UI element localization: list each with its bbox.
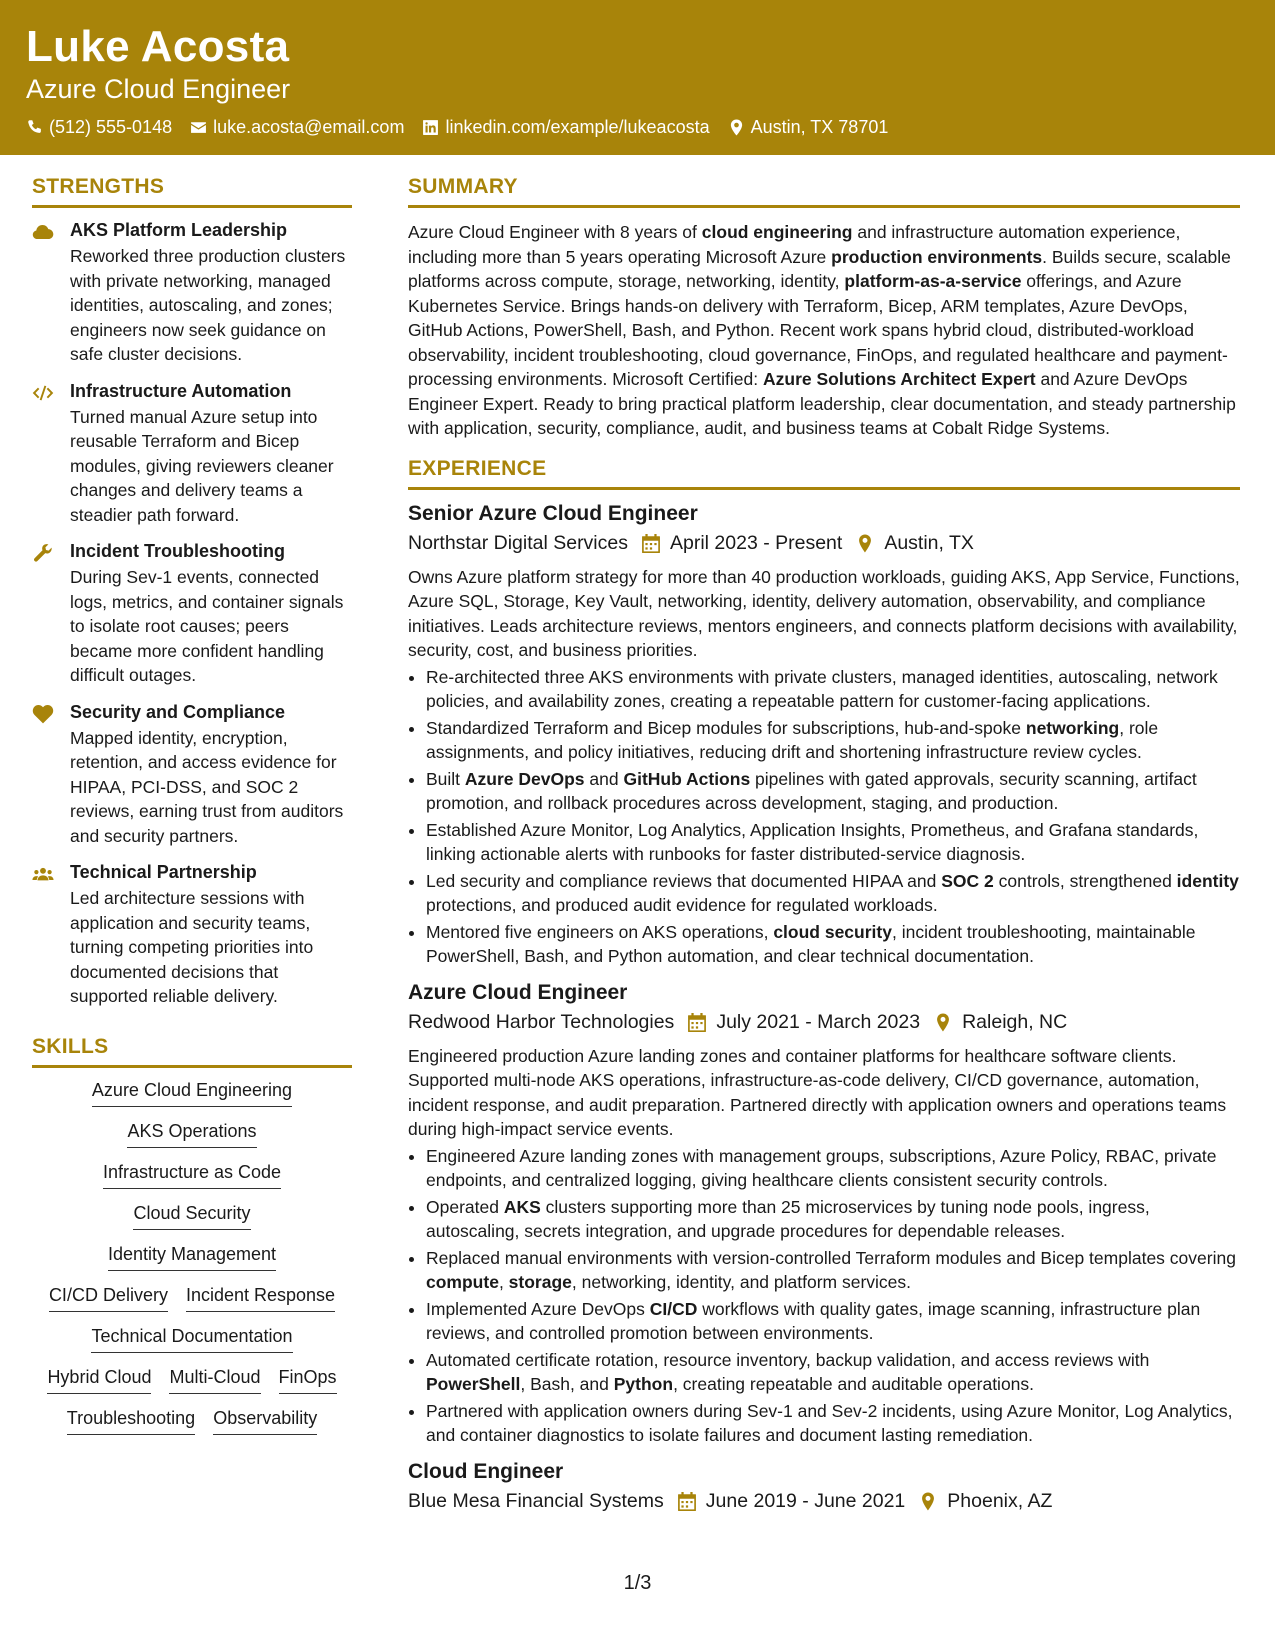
strength-title: Security and Compliance — [70, 701, 286, 722]
strength-item — [32, 220, 352, 367]
job-meta — [408, 1490, 1240, 1513]
calendar-icon — [688, 1013, 706, 1032]
candidate-role: Azure Cloud Engineer — [26, 74, 291, 104]
contact-linkedin[interactable] — [422, 117, 709, 138]
skill-tag: Cloud Security — [133, 1203, 250, 1230]
contact-email[interactable] — [190, 117, 404, 138]
skill-row — [32, 1244, 352, 1271]
contact-location — [728, 117, 889, 138]
strengths-heading: STRENGTHS — [32, 175, 352, 208]
calendar-icon — [642, 534, 660, 553]
strength-item — [32, 381, 352, 528]
left-column — [32, 175, 352, 1449]
heart-icon — [32, 704, 54, 724]
skills-heading: SKILLS — [32, 1035, 352, 1068]
job-location: Raleigh, NC — [962, 1010, 1068, 1033]
phone-text: (512) 555-0148 — [49, 117, 173, 137]
bullet-item: • Engineered Azure landing zones with management groups, subscriptions, Azure Policy, RBAC, private endpoints, and centralized logging, giving healthcare clients consistent security controls. — [426, 1144, 1240, 1193]
job-description: Owns Azure platform strategy for more than 40 production workloads, guiding AKS, App Service, Functions, Azure SQL, Storage, Key Vault, networking, identity, delivery automation, observability, and compliance initiatives. Leads architecture reviews, mentors engineers, and connects platform decisions with availability, security, cost, and business priorities. — [408, 566, 1240, 660]
skill-tag: Azure Cloud Engineering — [92, 1080, 292, 1107]
skill-row — [32, 1121, 352, 1148]
right-column — [408, 175, 1240, 1525]
bullet-item: • Built Azure DevOps and GitHub Actions pipelines with gated approvals, security scanning, artifact promotion, and rollback procedures across development, staging, and production. — [426, 767, 1240, 816]
skill-row — [32, 1203, 352, 1230]
strength-item — [32, 541, 352, 688]
skill-tag: Incident Response — [186, 1285, 335, 1312]
bullet-item: • Automated certificate rotation, resource inventory, backup validation, and access reviews with PowerShell, Bash, and Python, creating repeatable and auditable operations. — [426, 1348, 1240, 1397]
job-bullets — [408, 1144, 1240, 1448]
job-company: Northstar Digital Services — [408, 531, 628, 554]
skill-tag: Identity Management — [108, 1244, 276, 1271]
job-entry — [408, 502, 1240, 969]
candidate-name: Luke Acosta — [26, 22, 290, 71]
map-pin-icon — [856, 534, 874, 553]
location-text: Austin, TX 78701 — [750, 117, 889, 137]
contact-phone[interactable] — [26, 117, 172, 138]
job-entry — [408, 1460, 1240, 1513]
envelope-icon — [190, 119, 207, 136]
strength-text: Reworked three production clusters with private networking, managed identities, autoscaling, and zones; engineers now seek guidance on safe cluster decisions. — [70, 246, 346, 364]
skills-section — [32, 1035, 352, 1435]
job-company: Blue Mesa Financial Systems — [408, 1489, 664, 1512]
page-number: 1/3 — [623, 1572, 652, 1594]
skill-tag: Observability — [213, 1408, 317, 1435]
bullet-item: • Standardized Terraform and Bicep modules for subscriptions, hub-and-spoke networking, role assignments, and policy initiatives, reducing drift and shortening infrastructure review cycles. — [426, 716, 1240, 765]
strength-title: Incident Troubleshooting — [70, 541, 285, 561]
summary-heading: SUMMARY — [408, 175, 1240, 208]
strength-item — [32, 862, 352, 1009]
job-entry — [408, 981, 1240, 1448]
bullet-item: • Partnered with application owners during Sev-1 and Sev-2 incidents, using Azure Monitor, Log Analytics, and container diagnostics to isolate failures and document lasting remediation. — [426, 1399, 1240, 1448]
bullet-item: • Implemented Azure DevOps CI/CD workflows with quality gates, image scanning, infrastructure plan reviews, and controlled promotion between environments. — [426, 1297, 1240, 1346]
job-dates: June 2019 - June 2021 — [705, 1489, 906, 1512]
bullet-item: • Operated AKS clusters supporting more than 25 microservices by tuning node pools, ingress, autoscaling, secrets integration, and upgrade procedures for dependable releases. — [426, 1195, 1240, 1244]
skill-row — [32, 1080, 352, 1107]
job-dates: April 2023 - Present — [669, 531, 843, 554]
job-location: Phoenix, AZ — [947, 1489, 1053, 1512]
calendar-icon — [678, 1492, 696, 1511]
strength-item — [32, 702, 352, 849]
job-title: Senior Azure Cloud Engineer — [408, 501, 698, 525]
wrench-icon — [32, 543, 54, 563]
job-meta — [408, 532, 1240, 555]
bullet-item: • Re-architected three AKS environments with private clusters, managed identities, autoscaling, network policies, and availability zones, creating a repeatable pattern for customer-facing applications. — [426, 665, 1240, 714]
strength-title: Infrastructure Automation — [70, 380, 292, 401]
strength-text: Led architecture sessions with application and security teams, turning competing priorities into documented decisions that supported reliable delivery. — [70, 888, 314, 1006]
skill-tag: Troubleshooting — [67, 1408, 195, 1435]
strength-title: AKS Platform Leadership — [70, 220, 288, 240]
bullet-item: • Led security and compliance reviews that documented HIPAA and SOC 2 controls, strengthened identity protections, and produced audit evidence for regulated workloads. — [426, 869, 1240, 918]
strength-text: Turned manual Azure setup into reusable Terraform and Bicep modules, giving reviewers cleaner changes and delivery teams a steadier path forward. — [70, 406, 334, 525]
bullet-item: • Established Azure Monitor, Log Analytics, Application Insights, Prometheus, and Grafana standards, linking actionable alerts with runbooks for faster distributed-service diagnosis. — [426, 818, 1240, 867]
skill-row — [32, 1162, 352, 1189]
job-title: Azure Cloud Engineer — [408, 980, 628, 1004]
skill-tag: Multi-Cloud — [169, 1367, 260, 1394]
experience-heading: EXPERIENCE — [408, 457, 1240, 490]
skill-tag: CI/CD Delivery — [49, 1285, 168, 1312]
code-icon — [32, 383, 54, 403]
skill-row — [32, 1367, 352, 1394]
skill-tag: Technical Documentation — [91, 1326, 292, 1353]
phone-icon — [26, 119, 43, 136]
bullet-item: • Mentored five engineers on AKS operations, cloud security, incident troubleshooting, maintainable PowerShell, Bash, and Python automation, and clear technical documentation. — [426, 920, 1240, 969]
job-company: Redwood Harbor Technologies — [408, 1010, 675, 1033]
job-location: Austin, TX — [884, 531, 974, 554]
linkedin-text: linkedin.com/example/lukeacosta — [445, 117, 710, 137]
resume-header — [0, 0, 1275, 155]
linkedin-icon — [422, 119, 439, 136]
skill-row — [32, 1326, 352, 1353]
skill-tag: Hybrid Cloud — [47, 1367, 151, 1394]
job-meta — [408, 1011, 1240, 1034]
job-dates: July 2021 - March 2023 — [716, 1010, 921, 1033]
summary-text: Azure Cloud Engineer with 8 years of cloud engineering and infrastructure automation experience, including more than 5 years operating Microsoft Azure production environments. Builds secure, scalable platforms across compute, storage, networking, identity, platform-as-a-service offerings, and Azure Kubernetes Service. Brings hands-on delivery with Terraform, Bicep, ARM templates, Azure DevOps, GitHub Actions, PowerShell, Bash, and Python. Recent work spans hybrid cloud, distributed-workload observability, incident troubleshooting, cloud governance, FinOps, and regulated healthcare and payment-processing environments. Microsoft Certified: Azure Solutions Architect Expert and Azure DevOps Engineer Expert. Ready to bring practical platform leadership, clear documentation, and steady partnership with application, security, compliance, audit, and business teams at Cobalt Ridge Systems. — [408, 222, 1236, 438]
strength-text: Mapped identity, encryption, retention, and access evidence for HIPAA, PCI-DSS, and SOC 2 reviews, earning trust from auditors and security partners. — [70, 727, 344, 846]
skill-row — [32, 1285, 352, 1312]
job-bullets — [408, 665, 1240, 969]
map-pin-icon — [934, 1013, 952, 1032]
skill-tag: AKS Operations — [127, 1121, 256, 1148]
job-title: Cloud Engineer — [408, 1459, 564, 1483]
email-text: luke.acosta@email.com — [213, 117, 405, 137]
map-pin-icon — [728, 119, 745, 136]
contact-bar — [26, 117, 888, 138]
bullet-item: • Replaced manual environments with version-controlled Terraform modules and Bicep templates covering compute, storage, networking, identity, and platform services. — [426, 1246, 1240, 1295]
skill-row — [32, 1408, 352, 1435]
users-icon — [32, 864, 54, 884]
skill-tag: FinOps — [279, 1367, 337, 1394]
cloud-icon — [32, 222, 54, 242]
strength-title: Technical Partnership — [70, 862, 257, 882]
job-description: Engineered production Azure landing zones and container platforms for healthcare software clients. Supported multi-node AKS operations, infrastructure-as-code delivery, CI/CD governance, automation, incident response, and audit preparation. Partnered directly with application owners and operations teams during high-impact service events. — [408, 1045, 1227, 1139]
skill-tag: Infrastructure as Code — [103, 1162, 281, 1189]
map-pin-icon — [919, 1492, 937, 1511]
strength-text: During Sev-1 events, connected logs, metrics, and container signals to isolate root causes; peers became more confident handling difficult outages. — [70, 567, 344, 685]
